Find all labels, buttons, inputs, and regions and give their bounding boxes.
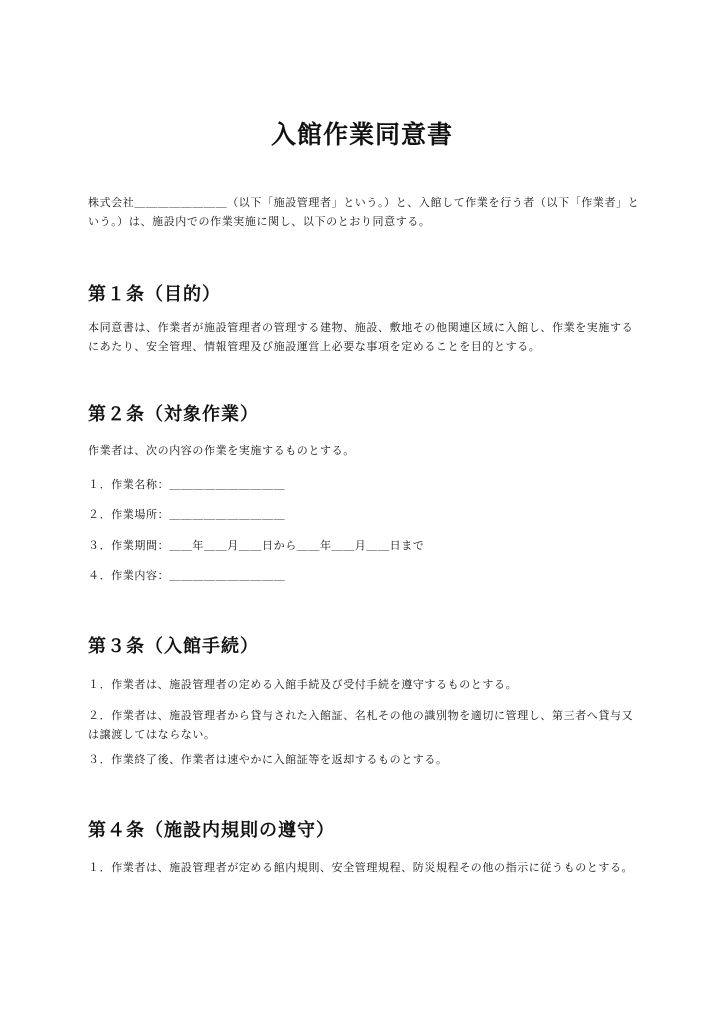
article-2-item-3: ３．作業期間：＿＿年＿＿月＿＿日から＿＿年＿＿月＿＿日まで xyxy=(88,539,425,552)
article-3-heading: 第３条（入館手続） xyxy=(88,636,259,657)
article-2-heading: 第２条（対象作業） xyxy=(88,404,259,425)
article-2-item-2: ２．作業場所：＿＿＿＿＿＿＿＿＿＿ xyxy=(88,508,286,521)
intro-paragraph: 株式会社＿＿＿＿＿＿＿＿（以下「施設管理者」という。）と、入館して作業を行う者（以下「作業者」という。）は、施設内での作業実施に関し、以下のとおり同意する。 xyxy=(88,196,640,228)
article-2-item-1: １．作業名称：＿＿＿＿＿＿＿＿＿＿ xyxy=(88,478,286,491)
article-2-body: 作業者は、次の内容の作業を実施するものとする。 xyxy=(88,444,355,457)
article-2-item-4: ４．作業内容：＿＿＿＿＿＿＿＿＿＿ xyxy=(88,569,286,582)
article-4-heading: 第４条（施設内規則の遵守） xyxy=(88,820,335,841)
article-3-item-1: １．作業者は、施設管理者の定める入館手続及び受付手続を遵守するものとする。 xyxy=(88,678,518,691)
article-1-heading: 第１条（目的） xyxy=(88,284,221,305)
article-3-item-2: ２．作業者は、施設管理者から貸与された入館証、名札その他の識別物を適切に管理し、第三者へ貸与又は譲渡してはならない。 xyxy=(88,709,634,741)
document-title: 入館作業同意書 xyxy=(270,120,453,149)
article-3-item-3: ３．作業終了後、作業者は速やかに入館証等を返却するものとする。 xyxy=(88,753,448,766)
article-4-item-1: １．作業者は、施設管理者が定める館内規則、安全管理規程、防災規程その他の指示に従うものとする。 xyxy=(88,861,634,874)
article-1-body: 本同意書は、作業者が施設管理者の管理する建物、施設、敷地その他関連区域に入館し、作業を実施するにあたり、安全管理、情報管理及び施設運営上必要な事項を定めることを目的とする。 xyxy=(88,321,634,353)
